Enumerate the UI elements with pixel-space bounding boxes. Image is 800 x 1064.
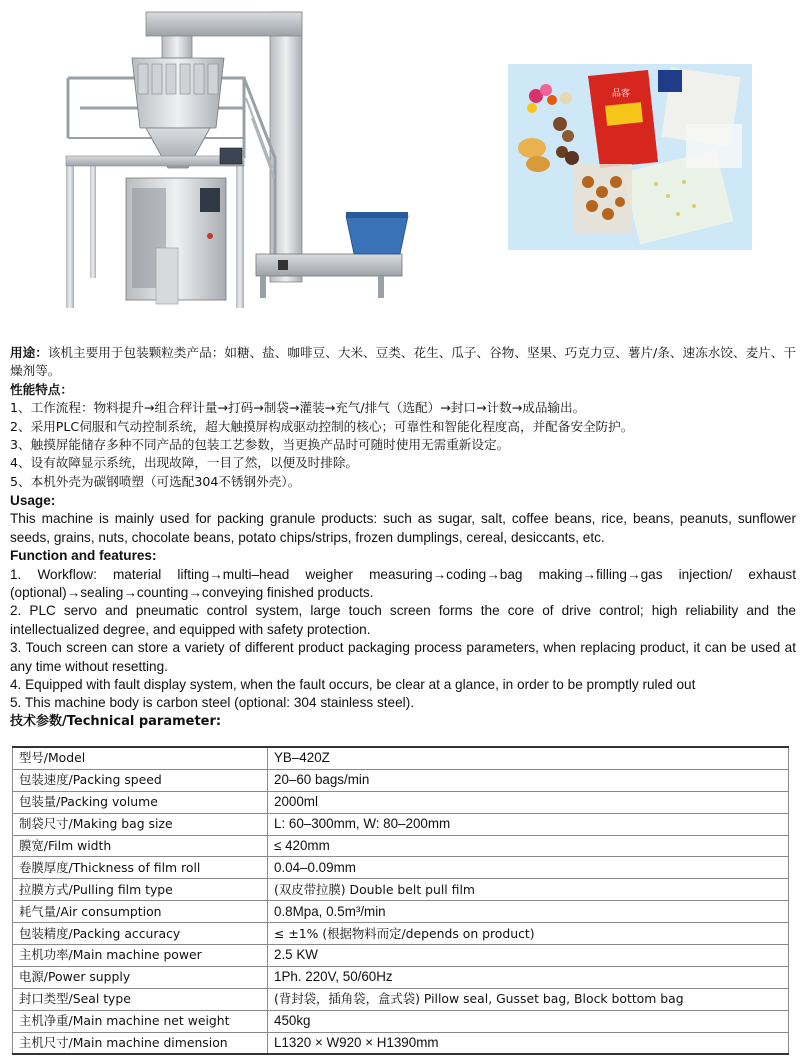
param-key: 耗气量/Air consumption [13,901,268,923]
usage-cn-section [10,344,796,491]
table-row [13,945,789,967]
usage-cn-label: 用途： [10,345,48,360]
features-cn-label: 性能特点： [10,381,73,397]
features-en-item: 4. Equipped with fault display system, when the fault occurs, be clear at a glance, in order to be promptly ruled out [10,677,696,693]
param-value: 0.04–0.09mm [268,857,789,879]
table-row [13,857,789,879]
param-key: 封口类型/Seal type [13,988,268,1010]
param-value: 2.5 KW [268,945,789,967]
table-row [13,966,789,988]
table-row [13,769,789,791]
param-value: L1320 × W920 × H1390mm [268,1032,789,1054]
table-row [13,879,789,901]
tech-parameter-label: 技术参数/Technical parameter: [10,713,222,729]
param-value: 0.8Mpa, 0.5m³/min [268,901,789,923]
param-key: 包装量/Packing volume [13,791,268,813]
param-key: 卷膜厚度/Thickness of film roll [13,857,268,879]
product-samples-icon [508,64,752,250]
param-key: 型号/Model [13,747,268,769]
param-key: 膜宽/Film width [13,835,268,857]
tech-parameter-table [12,746,789,1055]
usage-cn-text [10,344,796,381]
features-en-label: Function and features: [10,548,157,564]
features-cn-item: 1、工作流程：物料提升→组合秤计量→打码→制袋→灌装→充气/排气（选配）→封口→计数→成品输出。 [10,400,586,416]
usage-cn-body: 该机主要用于包装颗粒类产品：如糖、盐、咖啡豆、大米、豆类、花生、瓜子、谷物、坚果、巧克力豆、薯片/条、速冻水饺、麦片、干燥剂等。 [10,345,796,379]
param-value: YB–420Z [268,747,789,769]
param-key: 制袋尺寸/Making bag size [13,813,268,835]
param-key: 主机功率/Main machine power [13,945,268,967]
usage-en-label: Usage: [10,493,56,508]
features-en-item: 2. PLC servo and pneumatic control system, large touch screen forms the core of drive control; high reliability and the intellectualized degree, and equipped with safety protection. [10,603,796,637]
param-value: 2000ml [268,791,789,813]
param-key: 包装精度/Packing accuracy [13,923,268,945]
table-row [13,747,789,769]
features-cn-item: 2、采用PLC伺服和气动控制系统，超大触摸屏构成驱动控制的核心；可靠性和智能化程度高，并配备安全防护。 [10,418,634,434]
table-row [13,791,789,813]
packing-machine-icon [60,8,420,326]
sample-bag-label: 品客 [612,89,631,99]
usage-en-text: This machine is mainly used for packing granule products: such as sugar, salt, coffee beans, rice, beans, peanuts, sunflower seeds, grains, nuts, chocolate beans, potato chips/strips, frozen dumplings, cereal, desiccants, etc. [10,511,796,545]
features-cn-item: 3、触摸屏能储存多种不同产品的包装工艺参数，当更换产品时可随时使用无需重新设定。 [10,437,510,453]
param-key: 主机尺寸/Main machine dimension [13,1032,268,1054]
features-en-item: 3. Touch screen can store a variety of different product packaging process parameters, when replacing product, it can be used at any time without resetting. [10,640,796,674]
table-row [13,901,789,923]
param-value: L: 60–300mm, W: 80–200mm [268,813,789,835]
table-row [13,923,789,945]
table-row [13,988,789,1010]
param-key: 拉膜方式/Pulling film type [13,879,268,901]
table-row [13,1032,789,1054]
features-cn-item: 5、本机外壳为碳钢喷塑（可选配304不锈钢外壳）。 [10,473,301,489]
features-cn-item: 4、设有故障显示系统，出现故障，一目了然，以便及时排除。 [10,455,359,471]
param-value: 450kg [268,1010,789,1032]
param-value: ≤ 420mm [268,835,789,857]
table-row [13,813,789,835]
table-row [13,835,789,857]
param-key: 主机净重/Main machine net weight [13,1010,268,1032]
usage-en-section [10,492,796,731]
param-value: 20–60 bags/min [268,769,789,791]
features-en-item: 1. Workflow: material lifting→multi–head weigher measuring→coding→bag making→filling→gas injection/ exhaust (optional)→sealing→counting→conveying finished products. [10,566,796,601]
table-row [13,1010,789,1032]
param-value: (背封袋，插角袋，盒式袋) Pillow seal, Gusset bag, Block bottom bag [268,988,789,1010]
features-en-item: 5. This machine body is carbon steel (optional: 304 stainless steel). [10,695,415,711]
param-key: 包装速度/Packing speed [13,769,268,791]
param-value: (双皮带拉膜) Double belt pull film [268,879,789,901]
param-key: 电源/Power supply [13,966,268,988]
param-value: 1Ph. 220V, 50/60Hz [268,966,789,988]
param-value: ≤ ±1% (根据物料而定/depends on product) [268,923,789,945]
